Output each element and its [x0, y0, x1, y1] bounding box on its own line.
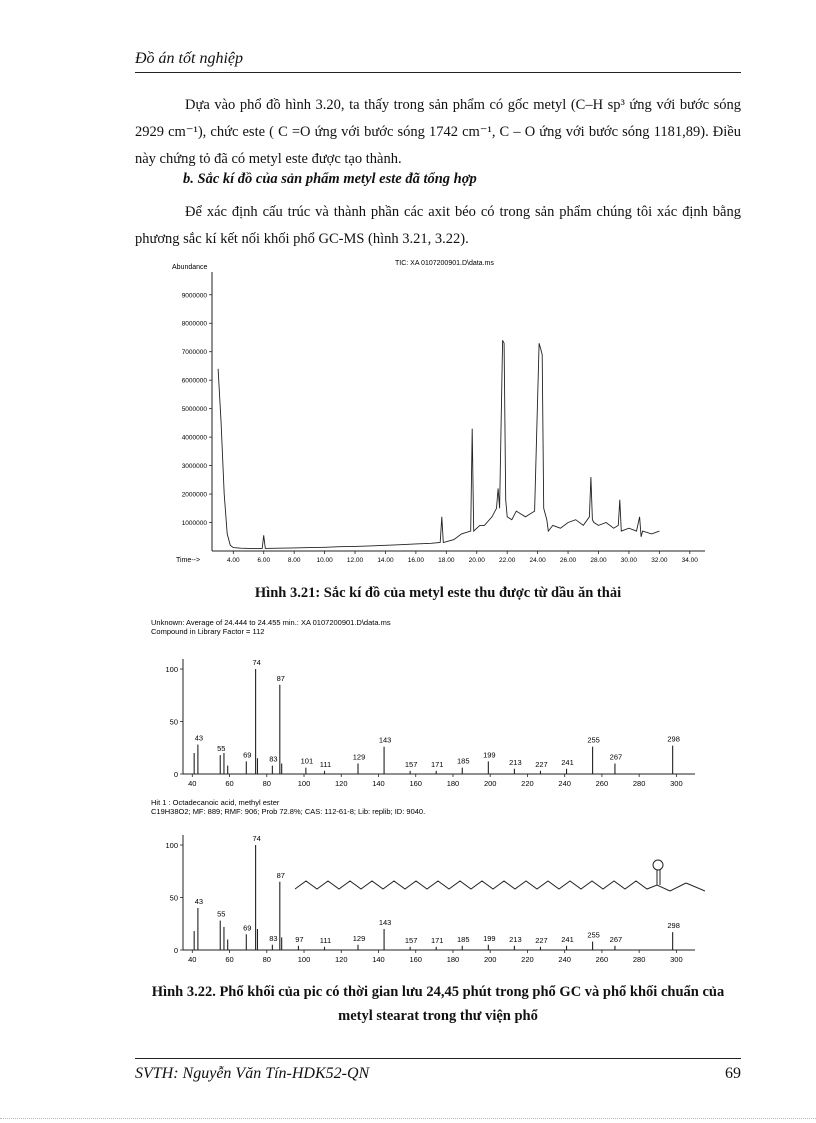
x-tick-label: 34.00	[681, 557, 698, 564]
x-tick-label: 200	[483, 779, 497, 788]
peak-label: 241	[561, 934, 574, 944]
peak-label: 298	[667, 734, 680, 744]
peak-label: 227	[535, 759, 548, 769]
y-tick-label: 100	[165, 841, 178, 850]
x-tick-label: 80	[262, 779, 271, 788]
y-tick-label: 100	[165, 665, 178, 674]
footer-author: SVTH: Nguyễn Văn Tín-HDK52-QN	[135, 1065, 370, 1082]
peak-label: 298	[667, 921, 680, 931]
x-tick-label: 120	[334, 955, 348, 964]
x-tick-label: 10.00	[316, 557, 333, 564]
chart-xlabel: Time-->	[176, 557, 201, 564]
chart-ylabel: Abundance	[172, 264, 208, 271]
y-tick-label: 7000000	[181, 349, 207, 357]
x-tick-label: 26.00	[559, 557, 577, 564]
peak-label: 129	[352, 933, 366, 943]
y-tick-label: 8000000	[181, 320, 207, 328]
x-tick-label: 100	[297, 955, 311, 964]
peak-label: 171	[430, 935, 444, 945]
y-tick-labels	[182, 292, 208, 527]
peak-label: 83	[269, 933, 278, 943]
peak-label: 111	[319, 935, 332, 945]
peak-label: 267	[609, 934, 623, 944]
peak-label: 213	[509, 934, 522, 944]
x-tick-label: 80	[262, 955, 271, 964]
y-tick-label: 6000000	[181, 377, 207, 385]
section-subheading: b. Sắc kí đồ của sản phẩm metyl este đã tổng hợp	[183, 171, 477, 187]
x-tick-label: 16.00	[407, 557, 425, 564]
peak-label: 55	[217, 744, 226, 754]
x-tick-label: 40	[188, 779, 197, 788]
figure-3-21-caption: Hình 3.21: Sắc kí đồ của metyl este thu được từ dầu ăn thải	[254, 585, 622, 601]
x-tick-label: 260	[595, 779, 609, 788]
y-tick-label: 2000000	[181, 491, 207, 499]
peak-label: 185	[457, 934, 470, 944]
peak-label: 83	[269, 754, 278, 764]
peak-label: 267	[609, 752, 623, 762]
y-tick-label: 50	[169, 717, 178, 727]
bottom-dotted-line	[0, 1118, 816, 1119]
page-number: 69	[725, 1065, 741, 1082]
peak-label: 74	[252, 834, 261, 843]
peak-label: 185	[457, 756, 470, 766]
peak-label: 241	[561, 757, 574, 767]
x-tick-label: 280	[632, 779, 646, 788]
tic-trace	[218, 340, 659, 548]
peak-label: 199	[483, 933, 496, 943]
peak-label: 227	[535, 935, 548, 945]
y-tick-label: 5000000	[181, 406, 207, 414]
x-tick-label: 300	[670, 779, 683, 788]
library-hit-header: Hit 1 : Octadecanoic acid, methyl ester	[151, 798, 280, 807]
y-tick-label: 1000000	[181, 520, 207, 528]
peak-label: 74	[252, 658, 261, 667]
x-tick-label: 60	[225, 955, 234, 964]
x-tick-label: 300	[670, 955, 683, 964]
peak-label: 255	[587, 930, 600, 940]
x-tick-label: 40	[188, 955, 197, 964]
peak-label: 213	[509, 757, 522, 767]
x-tick-label: 32.00	[651, 557, 668, 564]
peak-label: 87	[276, 870, 285, 880]
x-tick-label: 14.00	[377, 557, 394, 564]
peak-label: 157	[404, 759, 418, 769]
x-tick-label: 240	[558, 955, 571, 964]
chromatogram-axes	[209, 272, 705, 554]
x-tick-label: 6.00	[257, 557, 271, 564]
peak-label: 101	[300, 756, 314, 766]
peak-label: 157	[404, 935, 418, 945]
x-tick-label: 260	[595, 955, 609, 964]
x-tick-label: 160	[409, 779, 422, 788]
paragraph-gcms-method: Để xác định cấu trúc và thành phần các axit béo có trong sản phẩm chúng tôi xác định bằng phương sắc kí kết nối khối phổ GC-MS (hình 3.21, 3.22).	[135, 204, 741, 247]
x-tick-label: 220	[521, 779, 534, 788]
unknown-mass-spectrum	[165, 658, 695, 788]
x-tick-label: 20.00	[468, 557, 485, 564]
x-tick-label: 22.00	[499, 557, 516, 564]
x-tick-label: 180	[446, 955, 460, 964]
peak-label: 255	[587, 735, 600, 745]
paragraph-ir-analysis: Dựa vào phổ đồ hình 3.20, ta thấy trong sản phẩm có gốc metyl (C–H sp³ ứng với bước sóng 2929 cm⁻¹), chức este ( C =O ứng với bước sóng 1742 cm⁻¹, C – O ứng với bước sóng 1181,89). Điều này chứng tỏ đã có metyl este được tạo thành.	[135, 97, 741, 167]
x-tick-label: 240	[558, 779, 571, 788]
x-tick-label: 120	[334, 779, 348, 788]
peak-label: 43	[194, 733, 204, 743]
library-hit-details: C19H38O2; MF: 889; RMF: 906; Prob 72.8%; CAS: 112-61-8; Lib: replib; ID: 9040.	[151, 807, 426, 816]
peak-label: 111	[319, 759, 332, 769]
x-tick-label: 12.00	[346, 557, 364, 564]
reference-mass-spectrum	[165, 834, 695, 964]
chromatogram-figure	[160, 258, 720, 573]
x-tick-label: 28.00	[590, 557, 607, 564]
y-tick-label: 0	[173, 770, 178, 779]
x-tick-label: 140	[372, 779, 385, 788]
x-tick-labels	[227, 557, 698, 564]
y-tick-label: 3000000	[181, 463, 207, 471]
peak-label: 97	[295, 934, 304, 944]
peak-label: 143	[378, 735, 392, 745]
peak-label: 69	[243, 923, 252, 933]
x-tick-label: 280	[632, 955, 646, 964]
x-tick-label: 30.00	[620, 557, 638, 564]
chart-title: TIC: XA 0107200901.D\data.ms	[395, 260, 494, 267]
x-tick-label: 160	[409, 955, 422, 964]
peak-label: 87	[276, 673, 285, 683]
x-tick-label: 200	[483, 955, 497, 964]
y-tick-label: 9000000	[181, 292, 207, 300]
x-tick-label: 60	[225, 779, 234, 788]
x-tick-label: 100	[297, 779, 311, 788]
x-tick-label: 180	[446, 779, 460, 788]
methyl-stearate-structure	[295, 860, 705, 891]
peak-label: 171	[430, 759, 444, 769]
x-tick-label: 18.00	[438, 557, 455, 564]
y-tick-label: 4000000	[181, 434, 207, 442]
x-tick-label: 4.00	[226, 557, 240, 564]
page-header: Đồ án tốt nghiệp	[135, 50, 741, 73]
peak-label: 199	[483, 750, 496, 760]
y-tick-label: 50	[169, 893, 178, 903]
peak-label: 129	[352, 752, 366, 762]
unknown-spectrum-header: Unknown: Average of 24.444 to 24.455 min.: XA 0107200901.D\data.ms	[151, 618, 391, 627]
x-tick-label: 220	[521, 955, 534, 964]
figure-3-22-caption: Hình 3.22. Phổ khối của pic có thời gian lưu 24,45 phút trong phổ GC và phổ khối chuẩn của metyl stearat trong thư viện phổ	[151, 984, 725, 1024]
peak-label: 43	[194, 897, 204, 906]
x-tick-label: 8.00	[287, 557, 301, 564]
peak-label: 55	[217, 909, 226, 919]
peak-label: 143	[378, 918, 392, 927]
page-footer	[135, 1058, 741, 1083]
peak-label: 69	[243, 750, 252, 760]
x-tick-label: 140	[372, 955, 385, 964]
mass-spectra-figure	[145, 615, 705, 965]
library-factor-text: Compound in Library Factor = 112	[151, 627, 265, 636]
y-tick-label: 0	[173, 946, 178, 955]
x-tick-label: 24.00	[529, 557, 546, 564]
